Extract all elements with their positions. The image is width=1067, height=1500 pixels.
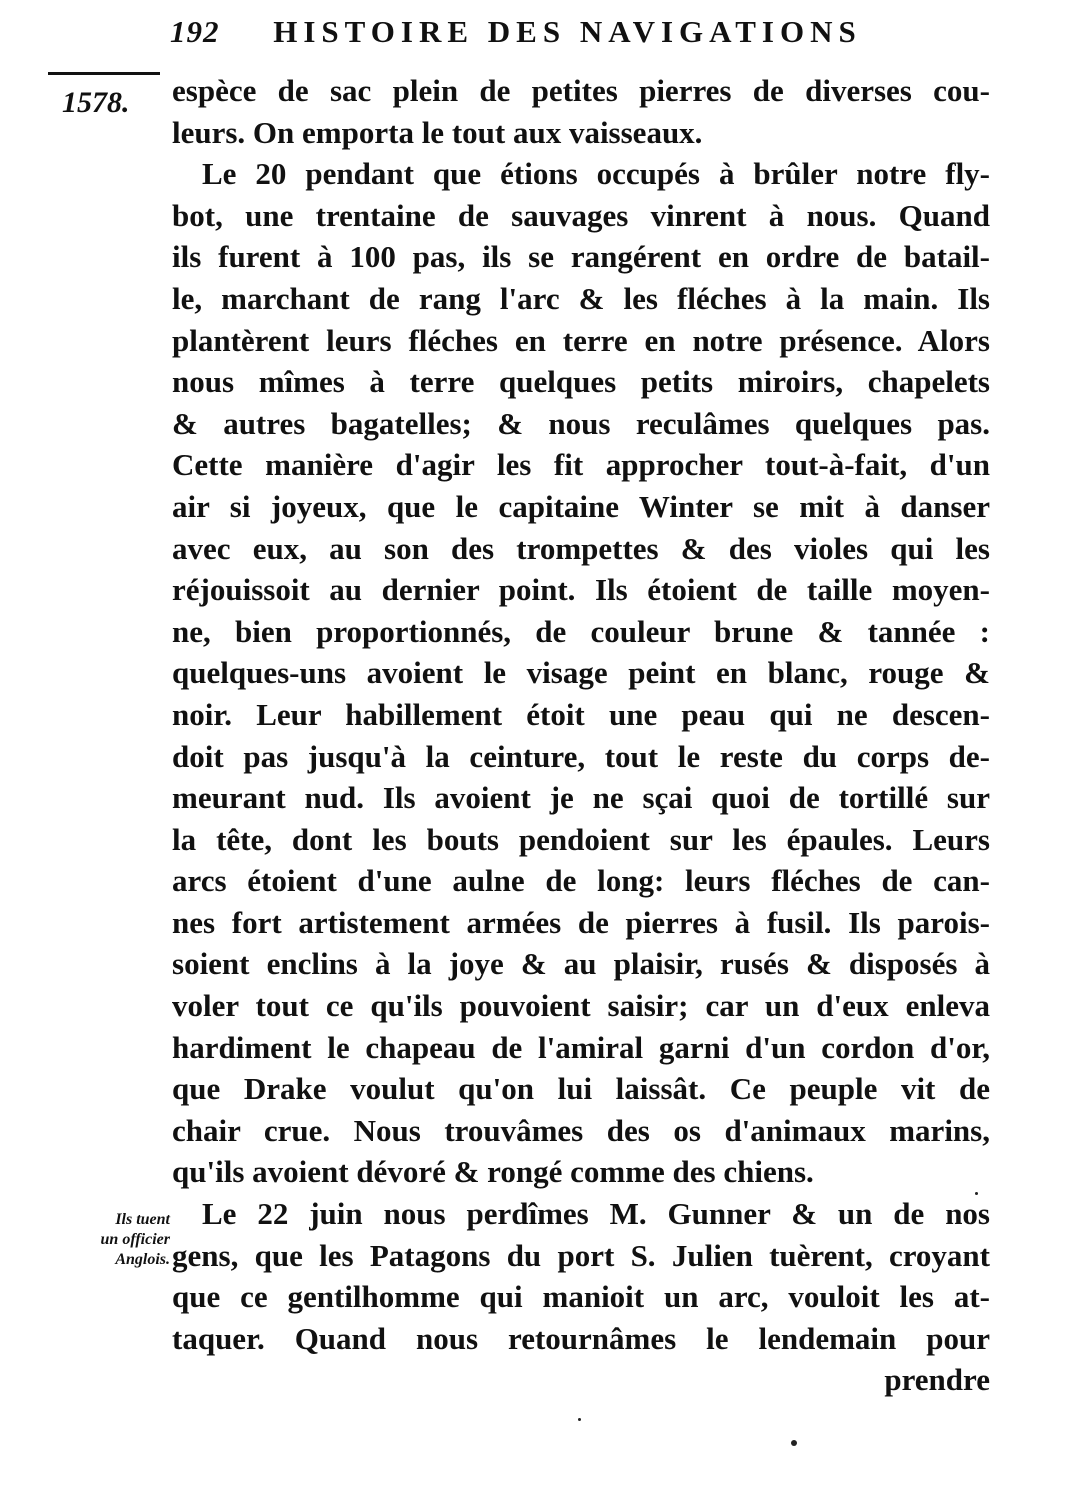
text-line: doit pas jusqu'à la ceinture, tout le reste du corps de-	[172, 738, 990, 774]
text-line: avec eux, au son des trompettes & des violes qui les	[172, 530, 990, 566]
text-line: bot, une trentaine de sauvages vinrent à nous. Quand	[172, 197, 990, 233]
text-line: gens, que les Patagons du port S. Julien tuèrent, croyant	[172, 1237, 990, 1273]
text-line: meurant nud. Ils avoient je ne sçai quoi de tortillé sur	[172, 780, 990, 816]
ink-speck	[791, 1440, 797, 1446]
header-rule	[48, 72, 160, 75]
text-line: leurs. On emporta le tout aux vaisseaux.	[172, 114, 703, 150]
text-line: espèce de sac plein de petites pierres de diverses cou-	[172, 73, 990, 108]
text-line: que Drake voulut qu'on lui laissât. Ce peuple vit de	[172, 1071, 990, 1107]
text-line: nes fort artistement armées de pierres à fusil. Ils parois-	[172, 904, 990, 940]
body-text	[172, 70, 990, 1401]
ink-speck	[578, 1418, 581, 1421]
text-line: Cette manière d'agir les fit approcher tout-à-fait, d'un	[172, 447, 990, 483]
paragraph-start-line: Le 20 pendant que étions occupés à brûler notre fly-	[202, 156, 990, 192]
text-line: la tête, dont les bouts pendoient sur les épaules. Leurs	[172, 821, 990, 857]
text-line: qu'ils avoient dévoré & rongé comme des chiens.	[172, 1154, 814, 1190]
text-line: noir. Leur habillement étoit une peau qui ne descen-	[172, 696, 990, 732]
text-line: taquer. Quand nous retournâmes le lendemain pour	[172, 1320, 990, 1356]
text-line: voler tout ce qu'ils pouvoient saisir; car un d'eux enleva	[172, 988, 990, 1024]
text-line: que ce gentilhomme qui manioit un arc, vouloit les at-	[172, 1279, 990, 1315]
text-line: arcs étoient d'une aulne de long: leurs fléches de can-	[172, 863, 990, 899]
margin-year: 1578.	[62, 86, 130, 119]
page-number: 192	[170, 14, 220, 49]
text-line: soient enclins à la joye & au plaisir, rusés & disposés à	[172, 946, 990, 982]
ink-speck	[975, 1192, 978, 1195]
margin-note-line: Ils tuent	[115, 1211, 170, 1228]
text-line: nous mîmes à terre quelques petits miroirs, chapelets	[172, 364, 990, 400]
text-line: réjouissoit au dernier point. Ils étoient de taille moyen-	[172, 572, 990, 608]
running-header	[170, 14, 960, 54]
text-line: quelques-uns avoient le visage peint en blanc, rouge &	[172, 655, 990, 691]
running-title: HISTOIRE DES NAVIGATIONS	[273, 14, 862, 49]
text-line: ils furent à 100 pas, ils se rangérent en ordre de batail-	[172, 239, 990, 275]
margin-note-line: Anglois.	[115, 1251, 170, 1268]
text-line: plantèrent leurs fléches en terre en notre présence. Alors	[172, 322, 990, 358]
text-line: hardiment le chapeau de l'amiral garni d'un cordon d'or,	[172, 1029, 990, 1065]
paragraph-start-line: Le 22 juin nous perdîmes M. Gunner & un de nos	[202, 1196, 990, 1232]
text-line: chair crue. Nous trouvâmes des os d'animaux marins,	[172, 1112, 990, 1148]
margin-note-line: un officier	[100, 1231, 170, 1248]
text-line: & autres bagatelles; & nous reculâmes quelques pas.	[172, 405, 990, 441]
text-line: ne, bien proportionnés, de couleur brune & tannée :	[172, 613, 990, 649]
catchword: prendre	[884, 1362, 990, 1398]
text-line: air si joyeux, que le capitaine Winter se mit à danser	[172, 488, 990, 524]
text-line: le, marchant de rang l'arc & les fléches à la main. Ils	[172, 280, 990, 316]
margin-note	[52, 1210, 170, 1270]
